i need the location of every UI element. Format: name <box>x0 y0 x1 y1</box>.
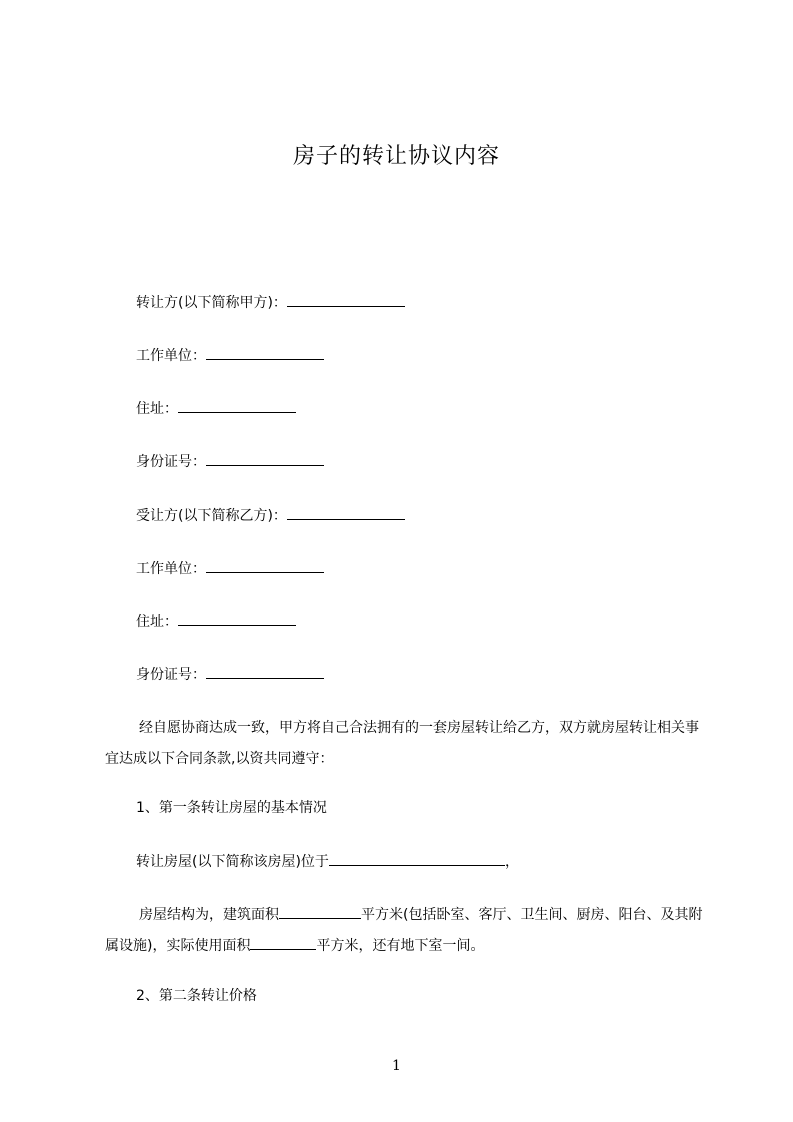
structure-paragraph <box>105 900 705 962</box>
party-b-id-line <box>136 665 324 685</box>
structure-prefix: 房屋结构为，建筑面积 <box>139 907 279 923</box>
party-a-address-blank[interactable] <box>178 399 296 413</box>
party-b-id-label: 身份证号： <box>136 667 206 683</box>
party-a-id-blank[interactable] <box>206 452 324 466</box>
page-number: 1 <box>392 1058 401 1074</box>
structure-mid2: 平方米，还有地下室一间。 <box>316 938 485 954</box>
party-a-blank[interactable] <box>287 293 405 307</box>
party-a-employer-blank[interactable] <box>206 346 324 360</box>
location-blank[interactable] <box>329 852 505 866</box>
party-a-id-line <box>136 452 324 472</box>
building-area-blank[interactable] <box>279 905 361 919</box>
intro-paragraph <box>105 713 705 775</box>
location-suffix: ， <box>504 854 519 870</box>
document-title: 房子的转让协议内容 <box>292 144 500 169</box>
party-a-id-label: 身份证号： <box>136 454 206 470</box>
party-a-label: 转让方(以下简称甲方)： <box>136 295 287 311</box>
party-a-line <box>136 293 405 313</box>
party-b-address-blank[interactable] <box>178 612 296 626</box>
clause1-heading: 1、第一条转让房屋的基本情况 <box>136 800 327 816</box>
clause2-heading: 2、第二条转让价格 <box>136 988 257 1004</box>
party-a-address-line <box>136 399 296 419</box>
intro-text: 经自愿协商达成一致，甲方将自己合法拥有的一套房屋转让给乙方，双方就房屋转让相关事宜达成以下合同条款,以资共同遵守： <box>105 720 699 767</box>
location-line <box>136 852 519 872</box>
party-b-line <box>136 506 405 526</box>
party-b-employer-label: 工作单位： <box>136 561 206 577</box>
party-a-employer-line <box>136 346 324 366</box>
party-b-employer-blank[interactable] <box>206 559 324 573</box>
party-b-employer-line <box>136 559 324 579</box>
party-b-label: 受让方(以下简称乙方)： <box>136 508 287 524</box>
party-a-address-label: 住址： <box>136 401 178 417</box>
party-b-address-line <box>136 612 296 632</box>
party-b-address-label: 住址： <box>136 614 178 630</box>
party-b-blank[interactable] <box>287 506 405 520</box>
structure-mid1: 平方米(包括卧室、客厅、卫生间、厨房、阳台、及其附属设施)，实际使用面积 <box>105 907 703 954</box>
location-prefix: 转让房屋(以下简称该房屋)位于 <box>136 854 329 870</box>
party-b-id-blank[interactable] <box>206 665 324 679</box>
party-a-employer-label: 工作单位： <box>136 348 206 364</box>
usable-area-blank[interactable] <box>250 936 316 950</box>
